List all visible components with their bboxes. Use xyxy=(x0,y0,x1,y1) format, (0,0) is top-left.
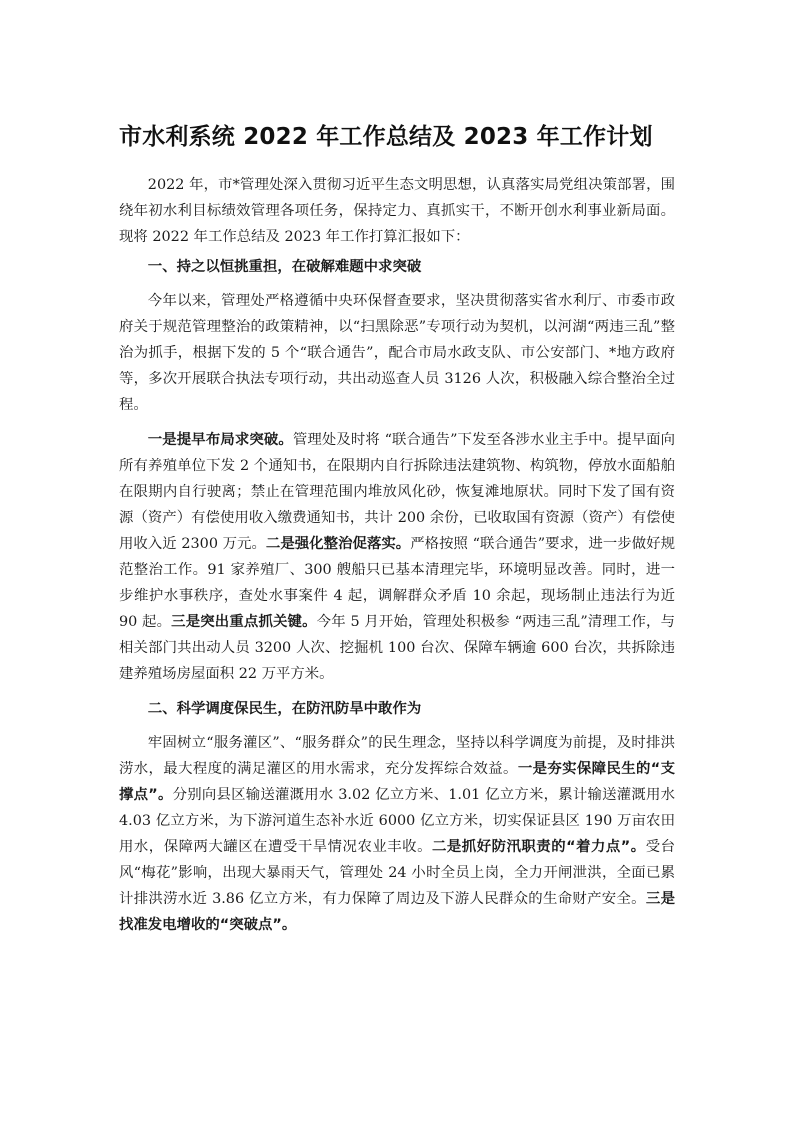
section-1-heading: 一、持之以恒挑重担，在破解难题中求突破 xyxy=(147,259,422,275)
point-2-text: 严格按照 “联合通告”要求，进一步做好规范整治工作。91 家养殖厂、300 艘船只已基本清理完毕，环境明显改善。同时，进一步维护水事秩序，查处水事案件 4 起，调解群众矛盾 10 余起，现场制止违法行为近 90 起。 xyxy=(119,536,675,630)
point-3-text: 今年 5 月开始，管理处积极参 “两违三乱”清理工作，与相关部门共出动人员 3200 人次、挖掘机 100 台次、保障车辆逾 600 台次，共拆除违建养殖场房屋面积 22 万平方米。 xyxy=(119,614,675,682)
s2-point-3-lead: 三是找准发电增收的“突破点”。 xyxy=(119,891,675,933)
intro-paragraph: 2022 年，市*管理处深入贯彻习近平生态文明思想，认真落实局党组决策部署，围绕年初水利目标绩效管理各项任务，保持定力、真抓实干，不断开创水利事业新局面。现将 2022 年工作总结及 2023 年工作打算汇报如下： xyxy=(119,177,675,245)
document-title: 市水利系统 2022 年工作总结及 2023 年工作计划 xyxy=(119,124,653,150)
section-1-paragraph-2 xyxy=(119,427,675,687)
point-1-text: 管理处及时将 “联合通告”下发至各涉水业主手中。提早面向所有养殖单位下发 2 个通知书，在限期内自行拆除违法建筑物、构筑物，停放水面船舶在限期内自行驶离；禁止在管理范围内堆放风化砂，恢复滩地原状。同时下发了国有资源（资产）有偿使用收入缴费通知书，共计 200 余份，已收取国有资源（资产）有偿使用收入近 2300 万元。 xyxy=(119,432,675,552)
section-2-intro-text: 牢固树立“服务灌区”、“服务群众”的民生理念，坚持以科学调度为前提，及时排洪涝水，最大程度的满足灌区的用水需求，充分发挥综合效益。 xyxy=(119,735,675,777)
point-1-lead: 一是提早布局求突破。 xyxy=(147,432,293,448)
point-2-lead: 二是强化整治促落实。 xyxy=(265,536,411,552)
s2-point-1-lead: 一是夯实保障民生的“支撑点”。 xyxy=(119,761,675,803)
s2-point-2-lead: 二是抓好防汛职责的“着力点”。 xyxy=(431,839,646,855)
s2-point-2-text: 受台风“梅花”影响，出现大暴雨天气，管理处 24 小时全员上岗，全力开闸泄洪，全面已累计排洪涝水近 3.86 亿立方米，有力保障了周边及下游人民群众的生命财产安全。 xyxy=(119,839,675,907)
document-body xyxy=(119,172,675,938)
s2-point-1-text: 分别向县区输送灌溉用水 3.02 亿立方米、1.01 亿立方米，累计输送灌溉用水 4.03 亿立方米，为下游河道生态补水近 6000 亿立方米，切实保证县区 190 万亩农田用水，保障两大罐区在遭受干旱情况农业丰收。 xyxy=(119,787,675,855)
point-3-lead: 三是突出重点抓关键。 xyxy=(171,614,317,630)
section-2-paragraph xyxy=(119,730,675,938)
section-2-heading: 二、科学调度保民生，在防汛防旱中敢作为 xyxy=(147,701,422,717)
section-1-paragraph-1: 今年以来，管理处严格遵循中央环保督查要求，坚决贯彻落实省水利厅、市委市政府关于规范管理整治的政策精神，以“扫黑除恶”专项行动为契机，以河湖“两违三乱”整治为抓手，根据下发的 5 个“联合通告”，配合市局水政支队、市公安部门、*地方政府等，多次开展联合执法专项行动，共出动巡查人员 3126 人次，积极融入综合整治全过程。 xyxy=(119,293,675,413)
